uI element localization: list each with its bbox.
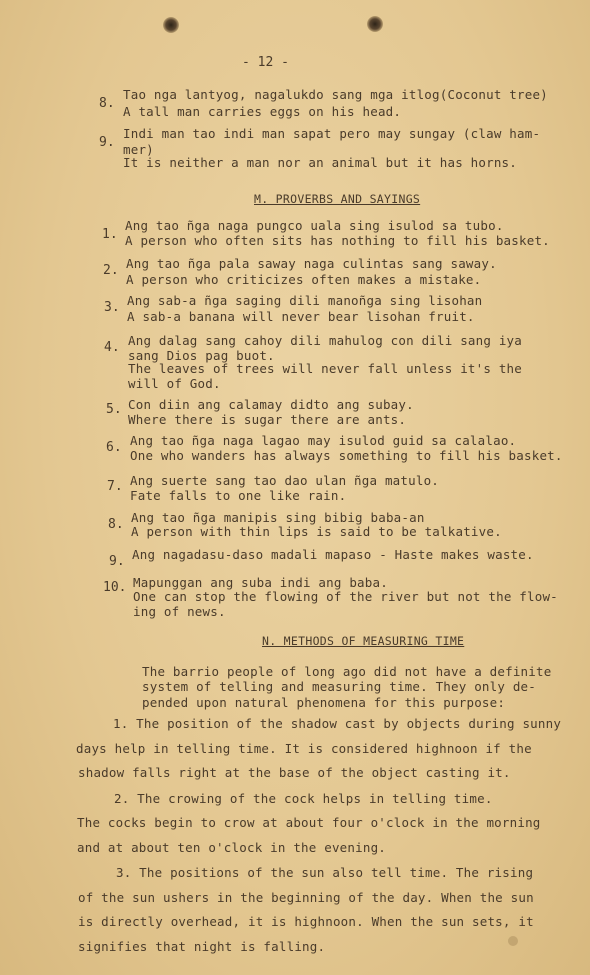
proverb-translation: A person with thin lips is said to be talkative. (131, 524, 502, 539)
punch-hole (163, 17, 179, 33)
proverb-translation: Where there is sugar there are ants. (128, 412, 407, 427)
riddle-translation: It is neither a man nor an animal but it has horns. (123, 155, 518, 170)
intro-text: The barrio people of long ago did not have a definite (142, 664, 552, 679)
method-text: shadow falls right at the base of the object casting it. (78, 765, 511, 780)
proverb-text: Ang tao ñga naga pungco uala sing isulod sa tubo. (125, 218, 504, 233)
proverb-number: 7. (107, 479, 123, 494)
proverb-text: Con diin ang calamay didto ang subay. (128, 397, 414, 412)
proverb-text: Ang dalag sang cahoy dili mahulog con dili sang iya (128, 333, 523, 348)
section-heading-methods: N. METHODS OF MEASURING TIME (262, 634, 465, 648)
proverb-translation: The leaves of trees will never fall unless it's the (128, 361, 523, 376)
proverb-translation: A person who criticizes often makes a mistake. (126, 272, 482, 287)
riddle-number: 8. (99, 96, 115, 111)
method-text: is directly overhead, it is highnoon. When the sun sets, it (78, 914, 534, 929)
riddle-text: Tao nga lantyog, nagalukdo sang mga itlog(Coconut tree) (123, 87, 548, 102)
proverb-number: 2. (103, 263, 119, 278)
proverb-number: 8. (108, 517, 124, 532)
proverb-translation: One who wanders has always something to fill his basket. (130, 448, 563, 463)
proverb-translation: will of God. (128, 376, 221, 391)
proverb-number: 9. (109, 554, 125, 569)
proverb-number: 4. (104, 340, 120, 355)
punch-hole (367, 16, 383, 32)
riddle-text: Indi man tao indi man sapat pero may sungay (claw ham- (123, 126, 541, 141)
method-text: 3. The positions of the sun also tell time. The rising (116, 865, 534, 880)
proverb-text: Ang suerte sang tao dao ulan ñga matulo. (130, 473, 440, 488)
proverb-translation: A sab-a banana will never bear lisohan fruit. (127, 309, 475, 324)
proverb-number: 1. (102, 227, 118, 242)
proverb-translation: A person who often sits has nothing to fill his basket. (125, 233, 550, 248)
proverb-translation: ing of news. (133, 604, 226, 619)
proverb-number: 6. (106, 440, 122, 455)
proverb-number: 3. (104, 300, 120, 315)
intro-text: system of telling and measuring time. They only de- (142, 679, 537, 694)
riddle-translation: A tall man carries eggs on his head. (123, 104, 402, 119)
proverb-text: sang Dios pag buot. (128, 348, 275, 363)
method-text: days help in telling time. It is considered highnoon if the (76, 741, 532, 756)
section-heading-proverbs: M. PROVERBS AND SAYINGS (254, 192, 421, 206)
method-text: 1. The position of the shadow cast by objects during sunny (113, 716, 562, 731)
proverb-text: Ang tao ñga pala saway naga culintas sang saway. (126, 256, 497, 271)
method-text: 2. The crowing of the cock helps in telling time. (114, 791, 493, 806)
proverb-translation: One can stop the flowing of the river but not the flow- (133, 589, 558, 604)
proverb-number: 5. (106, 402, 122, 417)
proverb-number: 10. (103, 580, 127, 595)
proverb-text: Ang tao ñga manipis sing bibig baba-an (131, 510, 425, 525)
method-text: signifies that night is falling. (78, 939, 326, 954)
riddle-number: 9. (99, 135, 115, 150)
proverb-text: Ang sab-a ñga saging dili manoñga sing lisohan (127, 293, 483, 308)
riddle-text: mer) (123, 142, 154, 157)
method-text: of the sun ushers in the beginning of the day. When the sun (78, 890, 534, 905)
method-text: and at about ten o'clock in the evening. (77, 840, 387, 855)
intro-text: pended upon natural phenomena for this purpose: (142, 695, 506, 710)
proverb-translation: Fate falls to one like rain. (130, 488, 347, 503)
paper-stain (508, 936, 518, 946)
proverb-text: Mapunggan ang suba indi ang baba. (133, 575, 388, 590)
page-number: - 12 - (242, 55, 289, 70)
proverb-text: Ang nagadasu-daso madali mapaso - Haste makes waste. (132, 547, 534, 562)
method-text: The cocks begin to crow at about four o'clock in the morning (77, 815, 541, 830)
proverb-text: Ang tao ñga naga lagao may isulod guid sa calalao. (130, 433, 517, 448)
